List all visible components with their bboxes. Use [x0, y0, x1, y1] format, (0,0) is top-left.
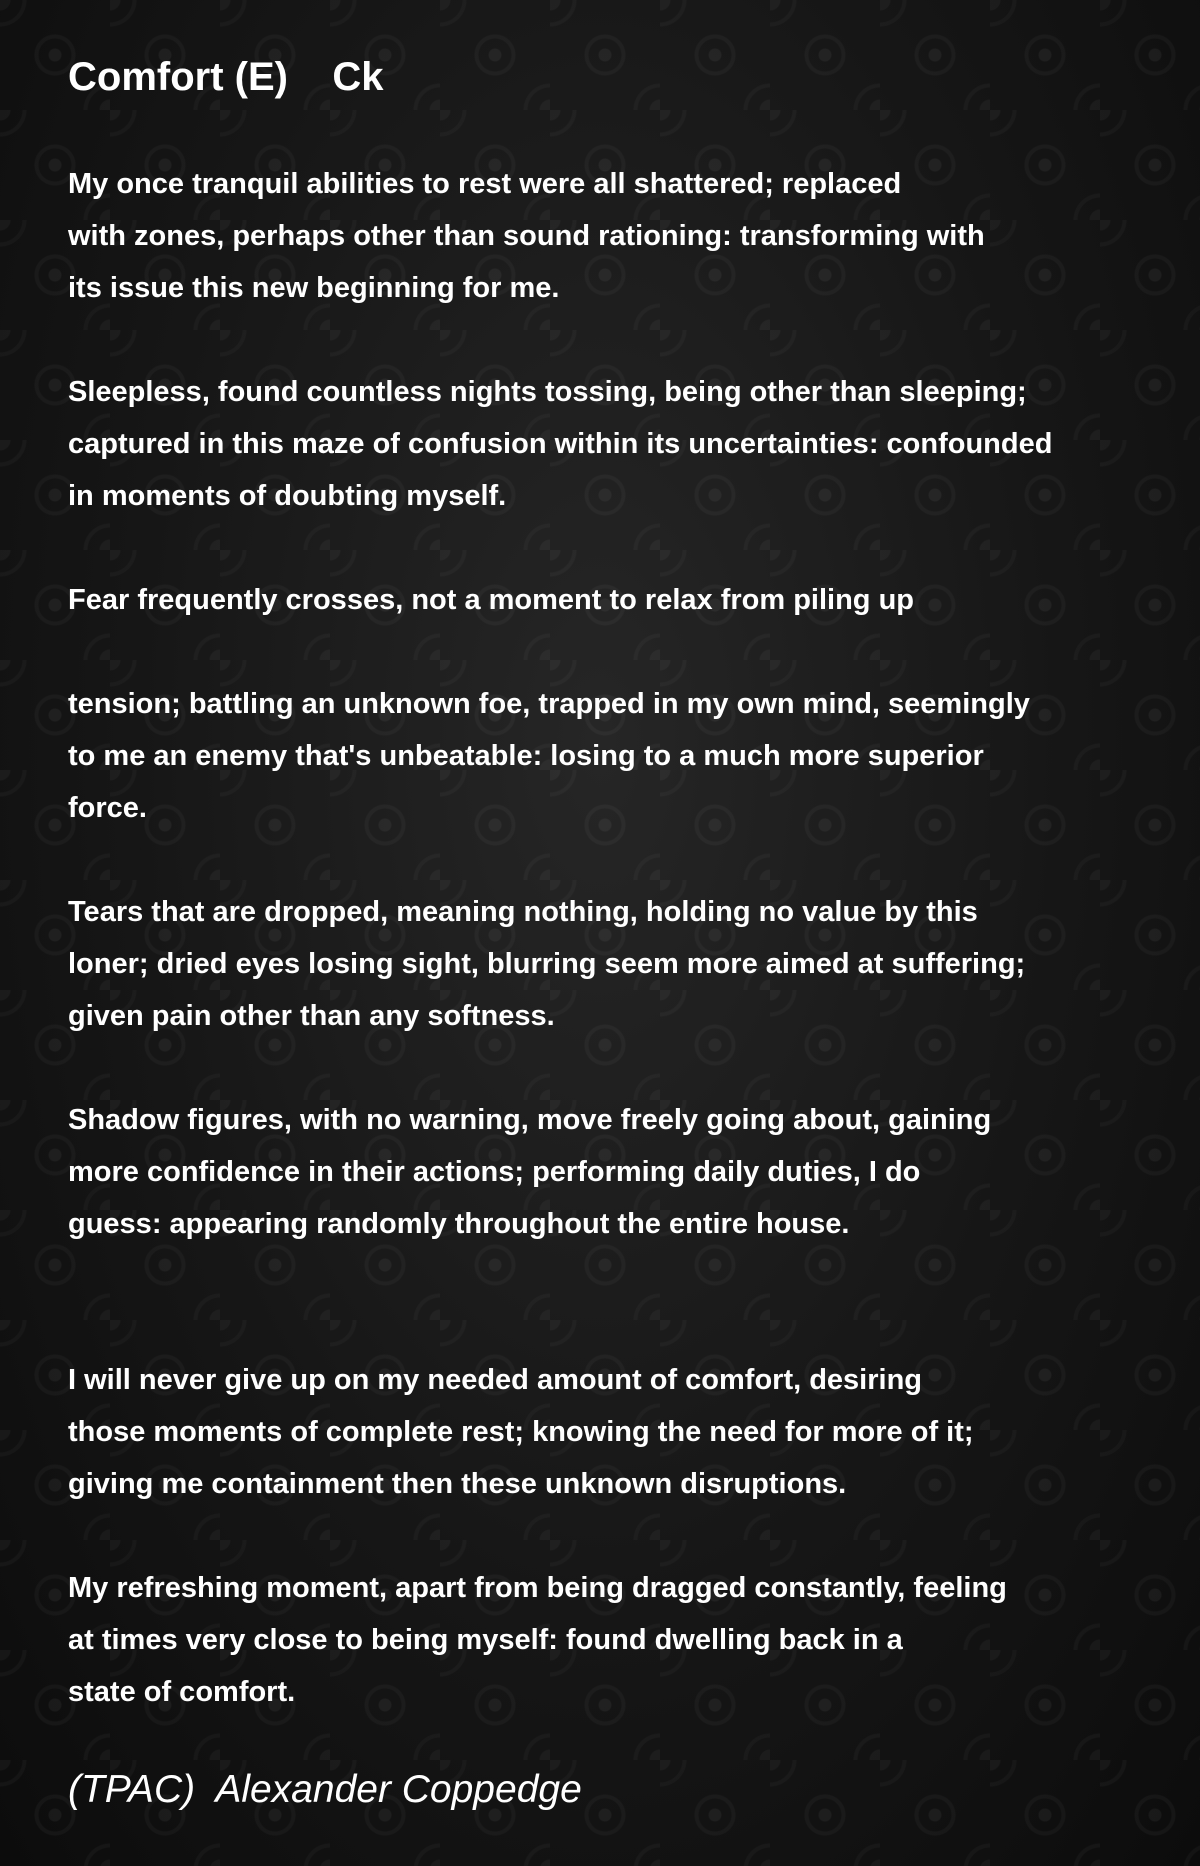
poem-line: Shadow figures, with no warning, move freely going about, gaining: [68, 1104, 992, 1136]
poem-page: [68, 46, 1178, 1718]
stanza-break: [68, 314, 1178, 366]
poem-line: giving me containment then these unknown disruptions.: [68, 1468, 847, 1500]
poem-line: Tears that are dropped, meaning nothing, holding no value by this: [68, 896, 978, 928]
poem-line: more confidence in their actions; performing daily duties, I do: [68, 1156, 921, 1188]
poem-line: given pain other than any softness.: [68, 1000, 555, 1032]
stanza-break: [68, 1042, 1178, 1094]
poem-line: Fear frequently crosses, not a moment to relax from piling up: [68, 584, 914, 616]
stanza-break: [68, 522, 1178, 574]
stanza-break: [68, 1302, 1178, 1354]
stanza-break: [68, 1510, 1178, 1562]
poem-line: tension; battling an unknown foe, trapped in my own mind, seemingly: [68, 688, 1030, 720]
stanza-break: [68, 834, 1178, 886]
poem-line: captured in this maze of confusion within its uncertainties: confounded: [68, 428, 1053, 460]
poem-line: with zones, perhaps other than sound rationing: transforming with: [68, 220, 985, 252]
poem-author: (TPAC) Alexander Coppedge: [68, 1768, 582, 1811]
poem-line: to me an enemy that's unbeatable: losing to a much more superior: [68, 740, 984, 772]
stanza-break: [68, 1250, 1178, 1302]
poem-line: Sleepless, found countless nights tossing, being other than sleeping;: [68, 376, 1027, 408]
poem-line: state of comfort.: [68, 1676, 296, 1708]
poem-line: My once tranquil abilities to rest were all shattered; replaced: [68, 168, 902, 200]
stanza-break: [68, 626, 1178, 678]
poem-line: at times very close to being myself: found dwelling back in a: [68, 1624, 903, 1656]
poem-line: its issue this new beginning for me.: [68, 272, 560, 304]
poem-line: guess: appearing randomly throughout the entire house.: [68, 1208, 850, 1240]
poem-body: [68, 158, 1178, 1718]
poem-title: Comfort (E) Ck: [68, 55, 384, 99]
poem-line: My refreshing moment, apart from being dragged constantly, feeling: [68, 1572, 1007, 1604]
poem-line: those moments of complete rest; knowing the need for more of it;: [68, 1416, 974, 1448]
poem-line: force.: [68, 792, 147, 824]
poem-line: loner; dried eyes losing sight, blurring seem more aimed at suffering;: [68, 948, 1026, 980]
poem-line: in moments of doubting myself.: [68, 480, 507, 512]
poem-line: I will never give up on my needed amount of comfort, desiring: [68, 1364, 923, 1396]
